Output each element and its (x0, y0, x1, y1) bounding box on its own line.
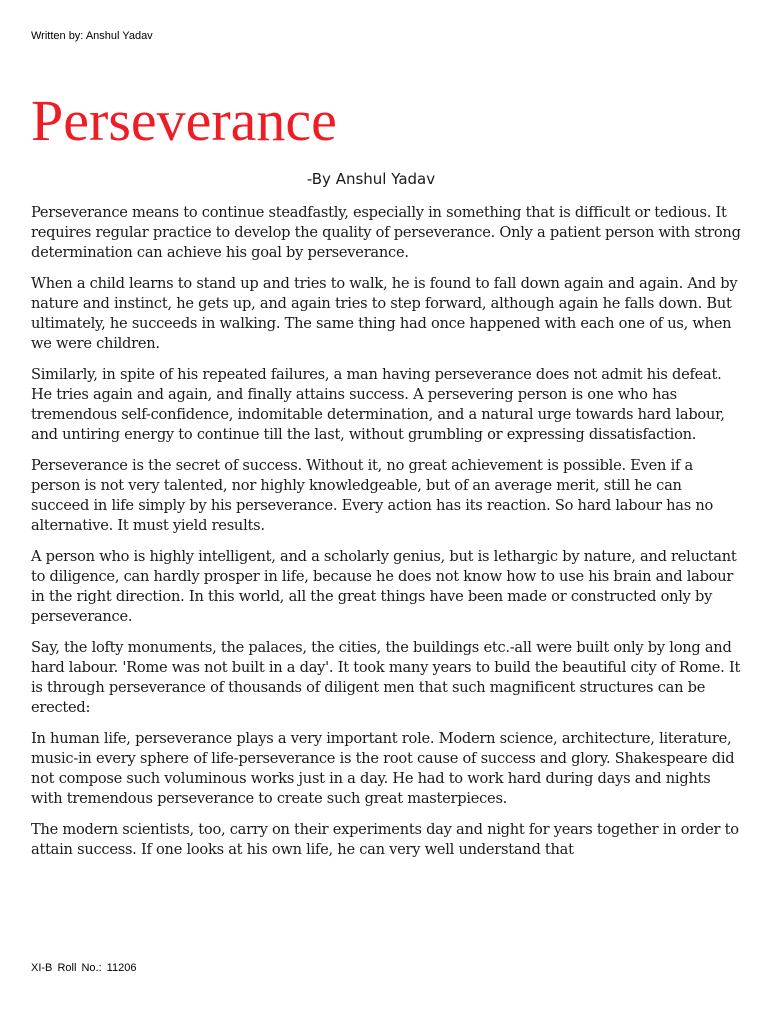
paragraph-5: A person who is highly intelligent, and a scholarly genius, but is lethargic by nature, and reluctant to diligence, can hardly prosper in life, because he does not know how to use his brain and labour in the right direction. In this world, all the great things have been made or constructed only by perseverance. (31, 548, 737, 625)
class-roll-footer: XI-B Roll No.: 11206 (31, 962, 137, 974)
paragraph-2: When a child learns to stand up and tries to walk, he is found to fall down again and again. And by nature and instinct, he gets up, and again tries to step forward, although again he falls down. But ultimately, he succeeds in walking. The same thing had once happened with each one of us, when we were children. (31, 275, 738, 352)
paragraph-8: The modern scientists, too, carry on their experiments day and night for years together in order to attain success. If one looks at his own life, he can very well understand that (31, 821, 739, 858)
paragraph-6: Say, the lofty monuments, the palaces, the cities, the buildings etc.-all were built only by long and hard labour. 'Rome was not built in a day'. It took many years to build the beautiful city of Rome. It is through perseverance of thousands of diligent men that such magnificent structures can be erected: (31, 639, 741, 716)
paragraph-7: In human life, perseverance plays a very important role. Modern science, architecture, literature, music-in every sphere of life-perseverance is the root cause of success and glory. Shakespeare did not compose such voluminous works just in a day. He had to work hard during days and nights with tremendous perseverance to create such great masterpieces. (31, 730, 735, 807)
document-title: Perseverance (31, 88, 337, 153)
document-body (31, 203, 743, 871)
document-byline: -By Anshul Yadav (306, 170, 436, 188)
paragraph-4: Perseverance is the secret of success. Without it, no great achievement is possible. Even if a person is not very talented, nor highly knowledgeable, but of an average merit, still he can succeed in life simply by his perseverance. Every action has its reaction. So hard labour has no alternative. It must yield results. (31, 457, 714, 534)
paragraph-3: Similarly, in spite of his repeated failures, a man having perseverance does not admit his defeat. He tries again and again, and finally attains success. A persevering person is one who has tremendous self-confidence, indomitable determination, and a natural urge towards hard labour, and untiring energy to continue till the last, without grumbling or expressing dissatisfaction. (31, 366, 725, 443)
paragraph-1: Perseverance means to continue steadfastly, especially in something that is difficult or tedious. It requires regular practice to develop the quality of perseverance. Only a patient person with strong determination can achieve his goal by perseverance. (31, 204, 741, 261)
author-header: Written by: Anshul Yadav (31, 30, 153, 42)
